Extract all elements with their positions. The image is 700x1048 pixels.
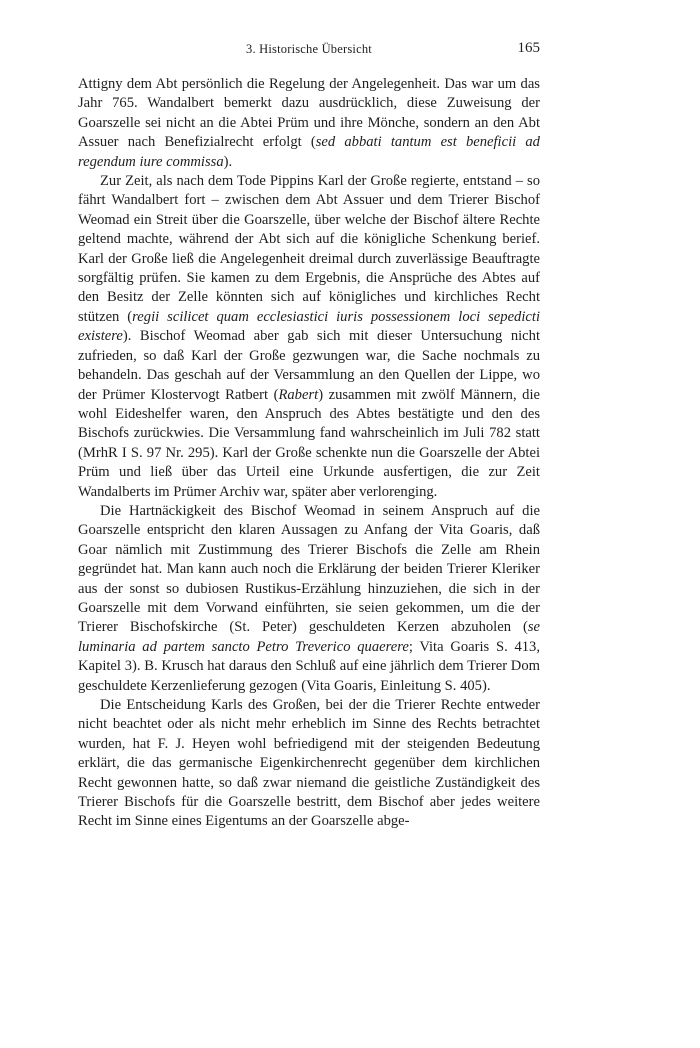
latin-quote: Rabert (278, 386, 319, 403)
page-number: 165 (517, 40, 540, 56)
latin-quote: regii scilicet quam ecclesiastici iuris possessionem loci sepedicti existere (78, 308, 540, 345)
text-run: Die Hartnäckigkeit des Bischof Weomad in seinem Anspruch auf die Goarszelle entspricht den klaren Aussagen zu Anfang der Vita Goaris, daß Goar nämlich mit Zustimmung des Trierer Bischofs die Zelle am Rhein gegründet hat. Man kann auch noch die Erklärung der beiden Trierer Kleriker aus der sonst so dubiosen Rustikus-Erzählung hinzuziehen, die sich in der Goarszelle mit dem Vorwand einführten, sie seien gekommen, um die der Trierer Bischofskirche (St. Peter) geschuldeten Kerzen abzuholen ( (78, 502, 540, 636)
paragraph (78, 172, 540, 502)
paragraph (78, 502, 540, 696)
latin-quote: se luminaria ad partem sancto Petro Treverico quaerere (78, 619, 540, 655)
text-run: Attigny dem Abt persönlich die Regelung der Angelegenheit. Das war um das Jahr 765. Wandalbert bemerkt dazu ausdrücklich, diese Zuweisung der Goarszelle sei nicht an die Abtei Prüm und ihre Mönche, sondern an den Abt Assuer nach Benefizialrecht erfolgt ( (78, 76, 540, 151)
running-head (78, 42, 540, 60)
text-run: ). Bischof Weomad aber gab sich mit dieser Untersuchung nicht zufrieden, so daß Karl der Große gezwungen war, die Sache nochmals zu behandeln. Das geschah auf der Versammlung an den Quellen der Lippe, wo der Prümer Klostervogt Ratbert ( (78, 328, 540, 403)
text-run: Die Entscheidung Karls des Großen, bei der die Trierer Rechte entweder nicht beachtet oder als nicht mehr erheblich im Sinne des Rechts betrachtet wurden, hat F. J. Heyen wohl befriedigend mit der steigenden Bedeutung erklärt, die das germanische Eigenkirchenrecht gegenüber dem kirchlichen Recht gewonnen hatte, so daß zwar niemand die geistliche Zuständigkeit des Trierer Bischofs für die Goarszelle bestritt, dem Bischof aber jedes weitere Recht im Sinne eines Eigentums an der Goarszelle abge- (78, 697, 540, 830)
text-run: ). (223, 153, 233, 170)
paragraph (78, 696, 540, 832)
running-head-title: 3. Historische Übersicht (246, 42, 372, 56)
latin-quote: sed abbati tantum est beneficii ad regendum iure commissa (78, 134, 540, 170)
text-run: ) zusammen mit zwölf Männern, die wohl Eideshelfer waren, den Anspruch des Abtes bestätigte und den des Bischofs zurückwies. Die Versammlung fand wahrscheinlich im Juli 782 statt (MrhR I S. 97 Nr. 295). Karl der Große schenkte nun die Goarszelle der Abtei Prüm und ließ über das Urteil eine Urkunde ausfertigen, die zur Zeit Wandalberts im Prümer Archiv war, später aber verlorenging. (78, 386, 540, 500)
text-run: ; Vita Goaris S. 413, Kapitel 3). B. Krusch hat daraus den Schluß auf eine jährlich dem Trierer Dom geschuldete Kerzenlieferung gezogen (Vita Goaris, Einleitung S. 405). (78, 638, 540, 694)
paragraph (78, 75, 540, 172)
text-run: Zur Zeit, als nach dem Tode Pippins Karl der Große regierte, entstand – so fährt Wandalbert fort – zwischen dem Abt Assuer und dem Trierer Bischof Weomad ein Streit über die Goarszelle, über welche der Bischof ältere Rechte geltend machte, während der Abt sich auf die königliche Schenkung berief. Karl der Große ließ die Angelegenheit dreimal durch zuverlässige Beauftragte sorgfältig prüfen. Sie kamen zu dem Ergebnis, die Ansprüche des Abtes auf den Besitz der Zelle könnten sich auf königliches und kirchliches Recht stützen ( (78, 173, 540, 325)
body-text (78, 75, 540, 832)
